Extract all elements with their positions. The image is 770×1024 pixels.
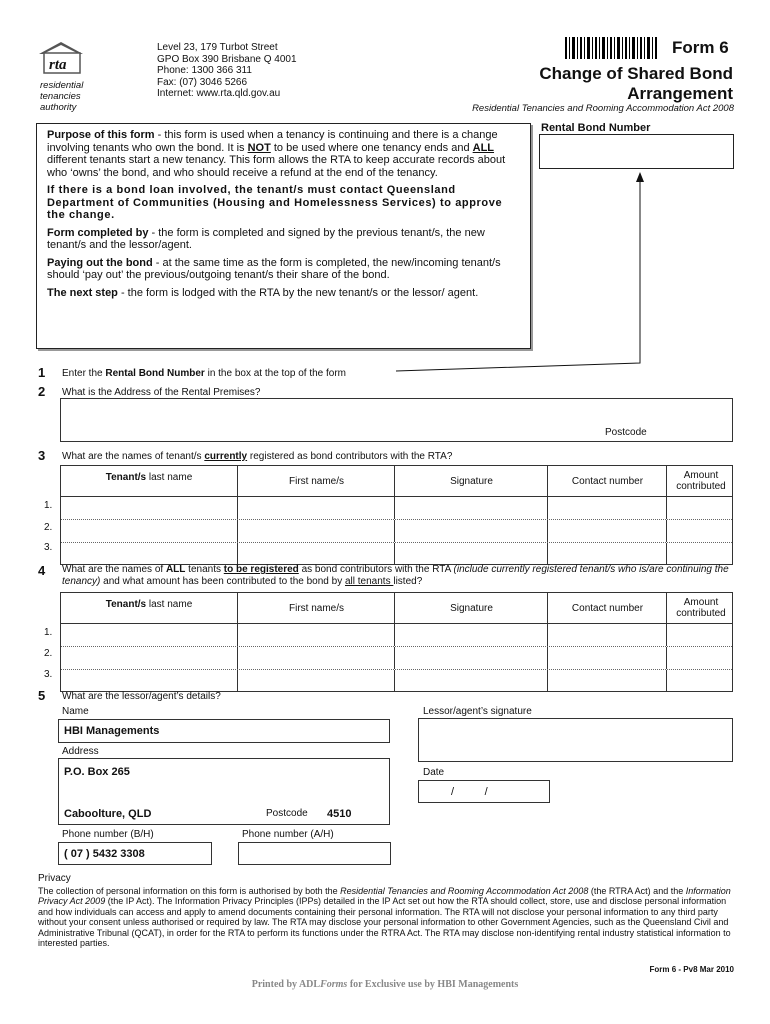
signature-label: Lessor/agent’s signature [423,706,532,717]
name-label: Name [62,706,89,717]
header-contact: Contact number [547,466,667,496]
bond-loan-paragraph: If there is a bond loan involved, the tenant/s must contact Queensland Department of Communities (Housing and Homelessness Services) to approve the change. [47,184,503,221]
postcode-value: 4510 [327,808,352,820]
rta-logo [36,40,86,80]
q2-number: 2 [38,384,46,399]
table-row[interactable] [61,624,732,647]
row-number: 1. [44,627,53,638]
purpose-paragraph: Purpose of this form - this form is used when a tenancy is continuing and there is a change involving tenants who own the bond. It is NOT to be used where one tenancy ends and ALL different tenants start a new tenancy. This form allows the RTA to keep accurate records about who ‘owns’ the bond, and who should receive a refund at the end of the tenancy. [47,129,506,179]
privacy-notice [38,874,734,949]
logo-caption: residential tenancies authority [40,80,84,113]
row-number: 2. [44,648,53,659]
barcode [565,37,657,59]
q3-text: What are the names of tenant/s currently registered as bond contributors with the RTA? [62,451,453,462]
header-first-name: First name/s [237,466,395,496]
act-reference: Residential Tenancies and Rooming Accommodation Act 2008 [472,103,734,114]
row-number: 3. [44,542,53,553]
current-tenants-table [60,465,733,565]
table-row[interactable] [61,543,732,565]
form-title: Change of Shared Bond Arrangement [539,64,733,103]
rental-bond-number-field[interactable] [539,134,734,169]
next-step-paragraph: The next step - the form is lodged with the RTA by the new tenant/s or the lessor/ agent. [47,286,479,299]
header-signature: Signature [394,593,548,623]
q2-postcode-label: Postcode [605,427,647,438]
q3-number: 3 [38,448,46,463]
header-signature: Signature [394,466,548,496]
header-last-name: Tenant/s last name [105,472,193,483]
q5-text: What are the lessor/agent’s details? [62,691,221,702]
q1-number: 1 [38,365,46,380]
header-amount: Amount contributed [666,466,735,496]
date-label: Date [423,767,445,778]
printed-by-footer: Printed by ADLForms for Exclusive use by HBI Managements [251,979,519,990]
table-row[interactable] [61,520,732,543]
postcode-label: Postcode [266,808,308,819]
phone-bh-value: ( 07 ) 5432 3308 [64,848,145,860]
phone-ah-field[interactable] [238,842,391,865]
row-number: 1. [44,500,53,511]
form-number: Form 6 [672,38,729,57]
address-label: Address [62,746,99,757]
form-version: Form 6 - Pv8 Mar 2010 [649,965,734,974]
q4-number: 4 [38,563,46,578]
completed-by-paragraph: Form completed by - the form is completed and signed by the previous tenant/s, the new tenant/s and the lessor/agent. [47,226,485,251]
table-row[interactable] [61,670,732,692]
table-header-row [61,466,732,497]
logo-text: rta [49,57,67,73]
row-number: 2. [44,522,53,533]
q5-number: 5 [38,688,46,703]
table-row[interactable] [61,497,732,520]
new-tenants-table [60,592,733,692]
q1-text: Enter the Rental Bond Number in the box at the top of the form [62,368,347,379]
lessor-signature-field[interactable] [418,718,733,762]
address-line-2: Caboolture, QLD [64,808,152,820]
privacy-text: The collection of personal information on this form is authorised by both the Residential Tenancies and Rooming Accommodation Act 2008 (the RTRA Act) and the Information Privacy Act 2009 (the IP Act). The Information Privacy Principles (IPPs) detailed in the IP Act set out how the RTA should collect, store, use and disclose personal information and how individuals can access and apply to amend documents containing their personal information. The RTA will not disclose your personal information to any third party without your consent unless authorised or required by law. The RTA may disclose your personal information to other Government Agencies, such as the Queensland Civil and Administrative Tribunal (QCAT), in order for the RTA to perform its functions under the RTRA Act. The RTA may disclose non-identifying rental industry statistical information to interested parties. [38,885,731,948]
address-line-1: P.O. Box 265 [64,766,130,778]
phone-bh-label: Phone number (B/H) [62,829,154,840]
privacy-title: Privacy [38,873,71,884]
q4-text: What are the names of ALL tenants to be registered as bond contributors with the RTA (include currently registered tenant/s who is/are continuing the tenancy) and what amount has been contributed to the bond by all tenants listed? [62,564,729,587]
paying-out-paragraph: Paying out the bond - at the same time as the form is completed, the new/incoming tenant/s should ‘pay out’ the previous/outgoing tenant/s their share of the bond. [47,256,501,281]
rental-bond-number-label: Rental Bond Number [541,122,651,134]
date-value: / / [451,786,488,798]
table-header-row [61,593,732,624]
q2-text: What is the Address of the Rental Premises? [62,387,261,398]
header-contact: Contact number [547,593,667,623]
table-row[interactable] [61,647,732,670]
header-last-name: Tenant/s last name [105,599,193,610]
header-amount: Amount contributed [666,593,735,623]
header-first-name: First name/s [237,593,395,623]
row-number: 3. [44,669,53,680]
rta-contact-details: Level 23, 179 Turbot Street GPO Box 390 Brisbane Q 4001 Phone: 1300 366 311 Fax: (07) 3046 5266 Internet: www.rta.qld.gov.au [157,42,297,99]
phone-ah-label: Phone number (A/H) [242,829,334,840]
pointer-arrow [390,168,650,378]
lessor-name-value: HBI Managements [64,725,160,737]
